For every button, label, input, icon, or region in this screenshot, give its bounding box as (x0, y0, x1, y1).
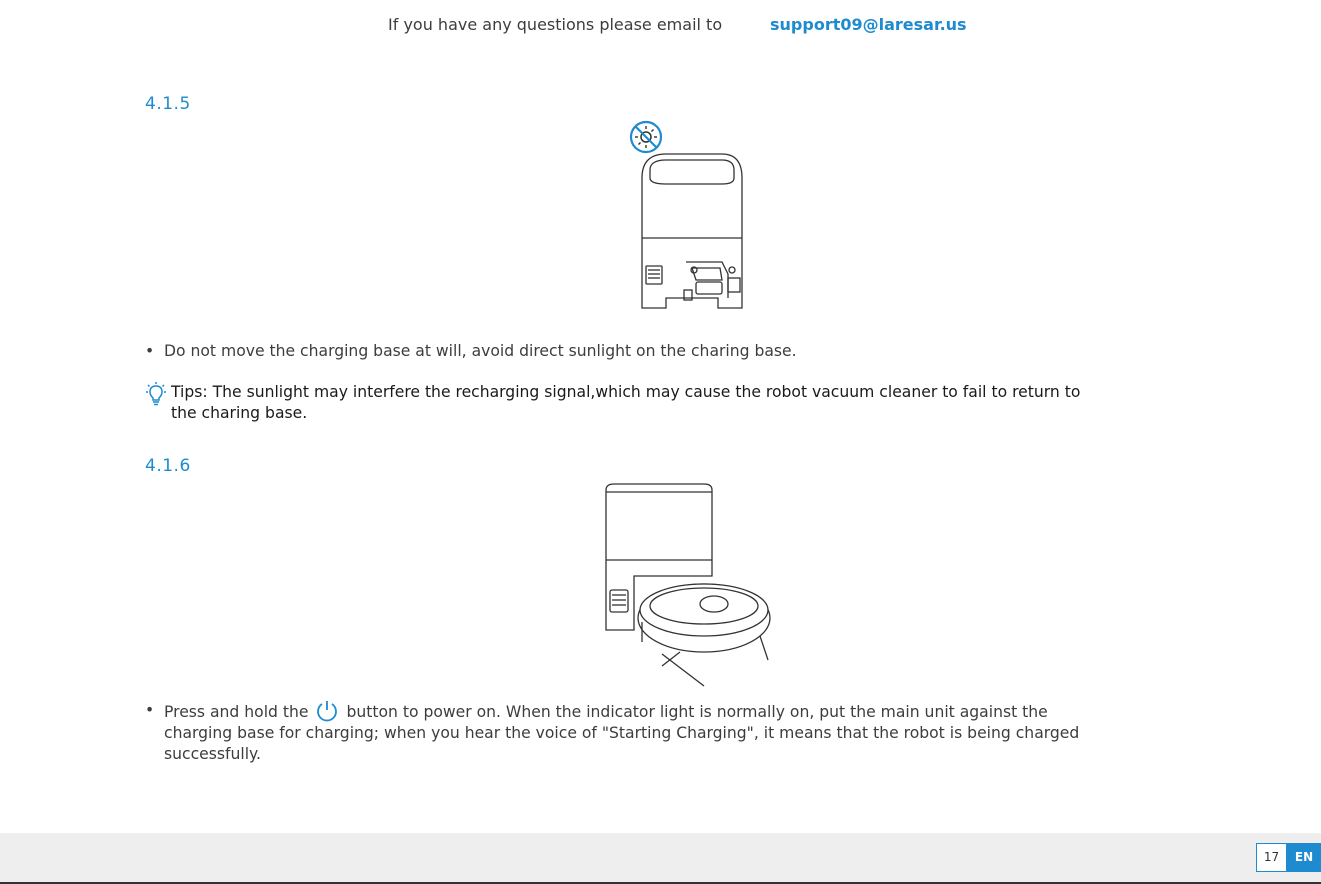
tips-text-line-1: Tips: The sunlight may interfere the recharging signal,which may cause the robot vacuum cleaner to fail to return to (171, 383, 1081, 401)
footer-text: If you have any questions please email to (388, 15, 723, 34)
tips-text-line-2: the charing base. (171, 404, 308, 422)
robot-docked-illustration (602, 482, 774, 688)
support-email-link[interactable]: support09@laresar.us (770, 15, 967, 34)
section-heading-4-1-5: 4.1.5 (145, 94, 191, 114)
tips-lightbulb-icon (145, 382, 167, 406)
bullet-text-line-3: successfully. (164, 745, 261, 763)
bullet-item (145, 341, 1245, 362)
charging-base-illustration (636, 150, 748, 312)
bullet-text-line-2: charging base for charging; when you hear the voice of "Starting Charging", it means that the robot is being charged (164, 724, 1080, 742)
bullet-text-after-icon: button to power on. When the indicator light is normally on, put the main unit against the (346, 703, 1048, 721)
section-heading-4-1-6: 4.1.6 (145, 456, 191, 476)
bullet-dot: • (145, 701, 155, 719)
power-icon (315, 700, 339, 722)
language-badge: EN (1287, 843, 1321, 872)
bullet-dot: • (145, 342, 155, 360)
page-number: 17 (1256, 843, 1287, 872)
footer-bar (0, 833, 1321, 884)
no-sun-icon (629, 120, 663, 154)
bullet-item (145, 700, 1245, 763)
bullet-text-before-icon: Press and hold the (164, 703, 309, 721)
bullet-text: Do not move the charging base at will, avoid direct sunlight on the charing base. (164, 342, 797, 360)
